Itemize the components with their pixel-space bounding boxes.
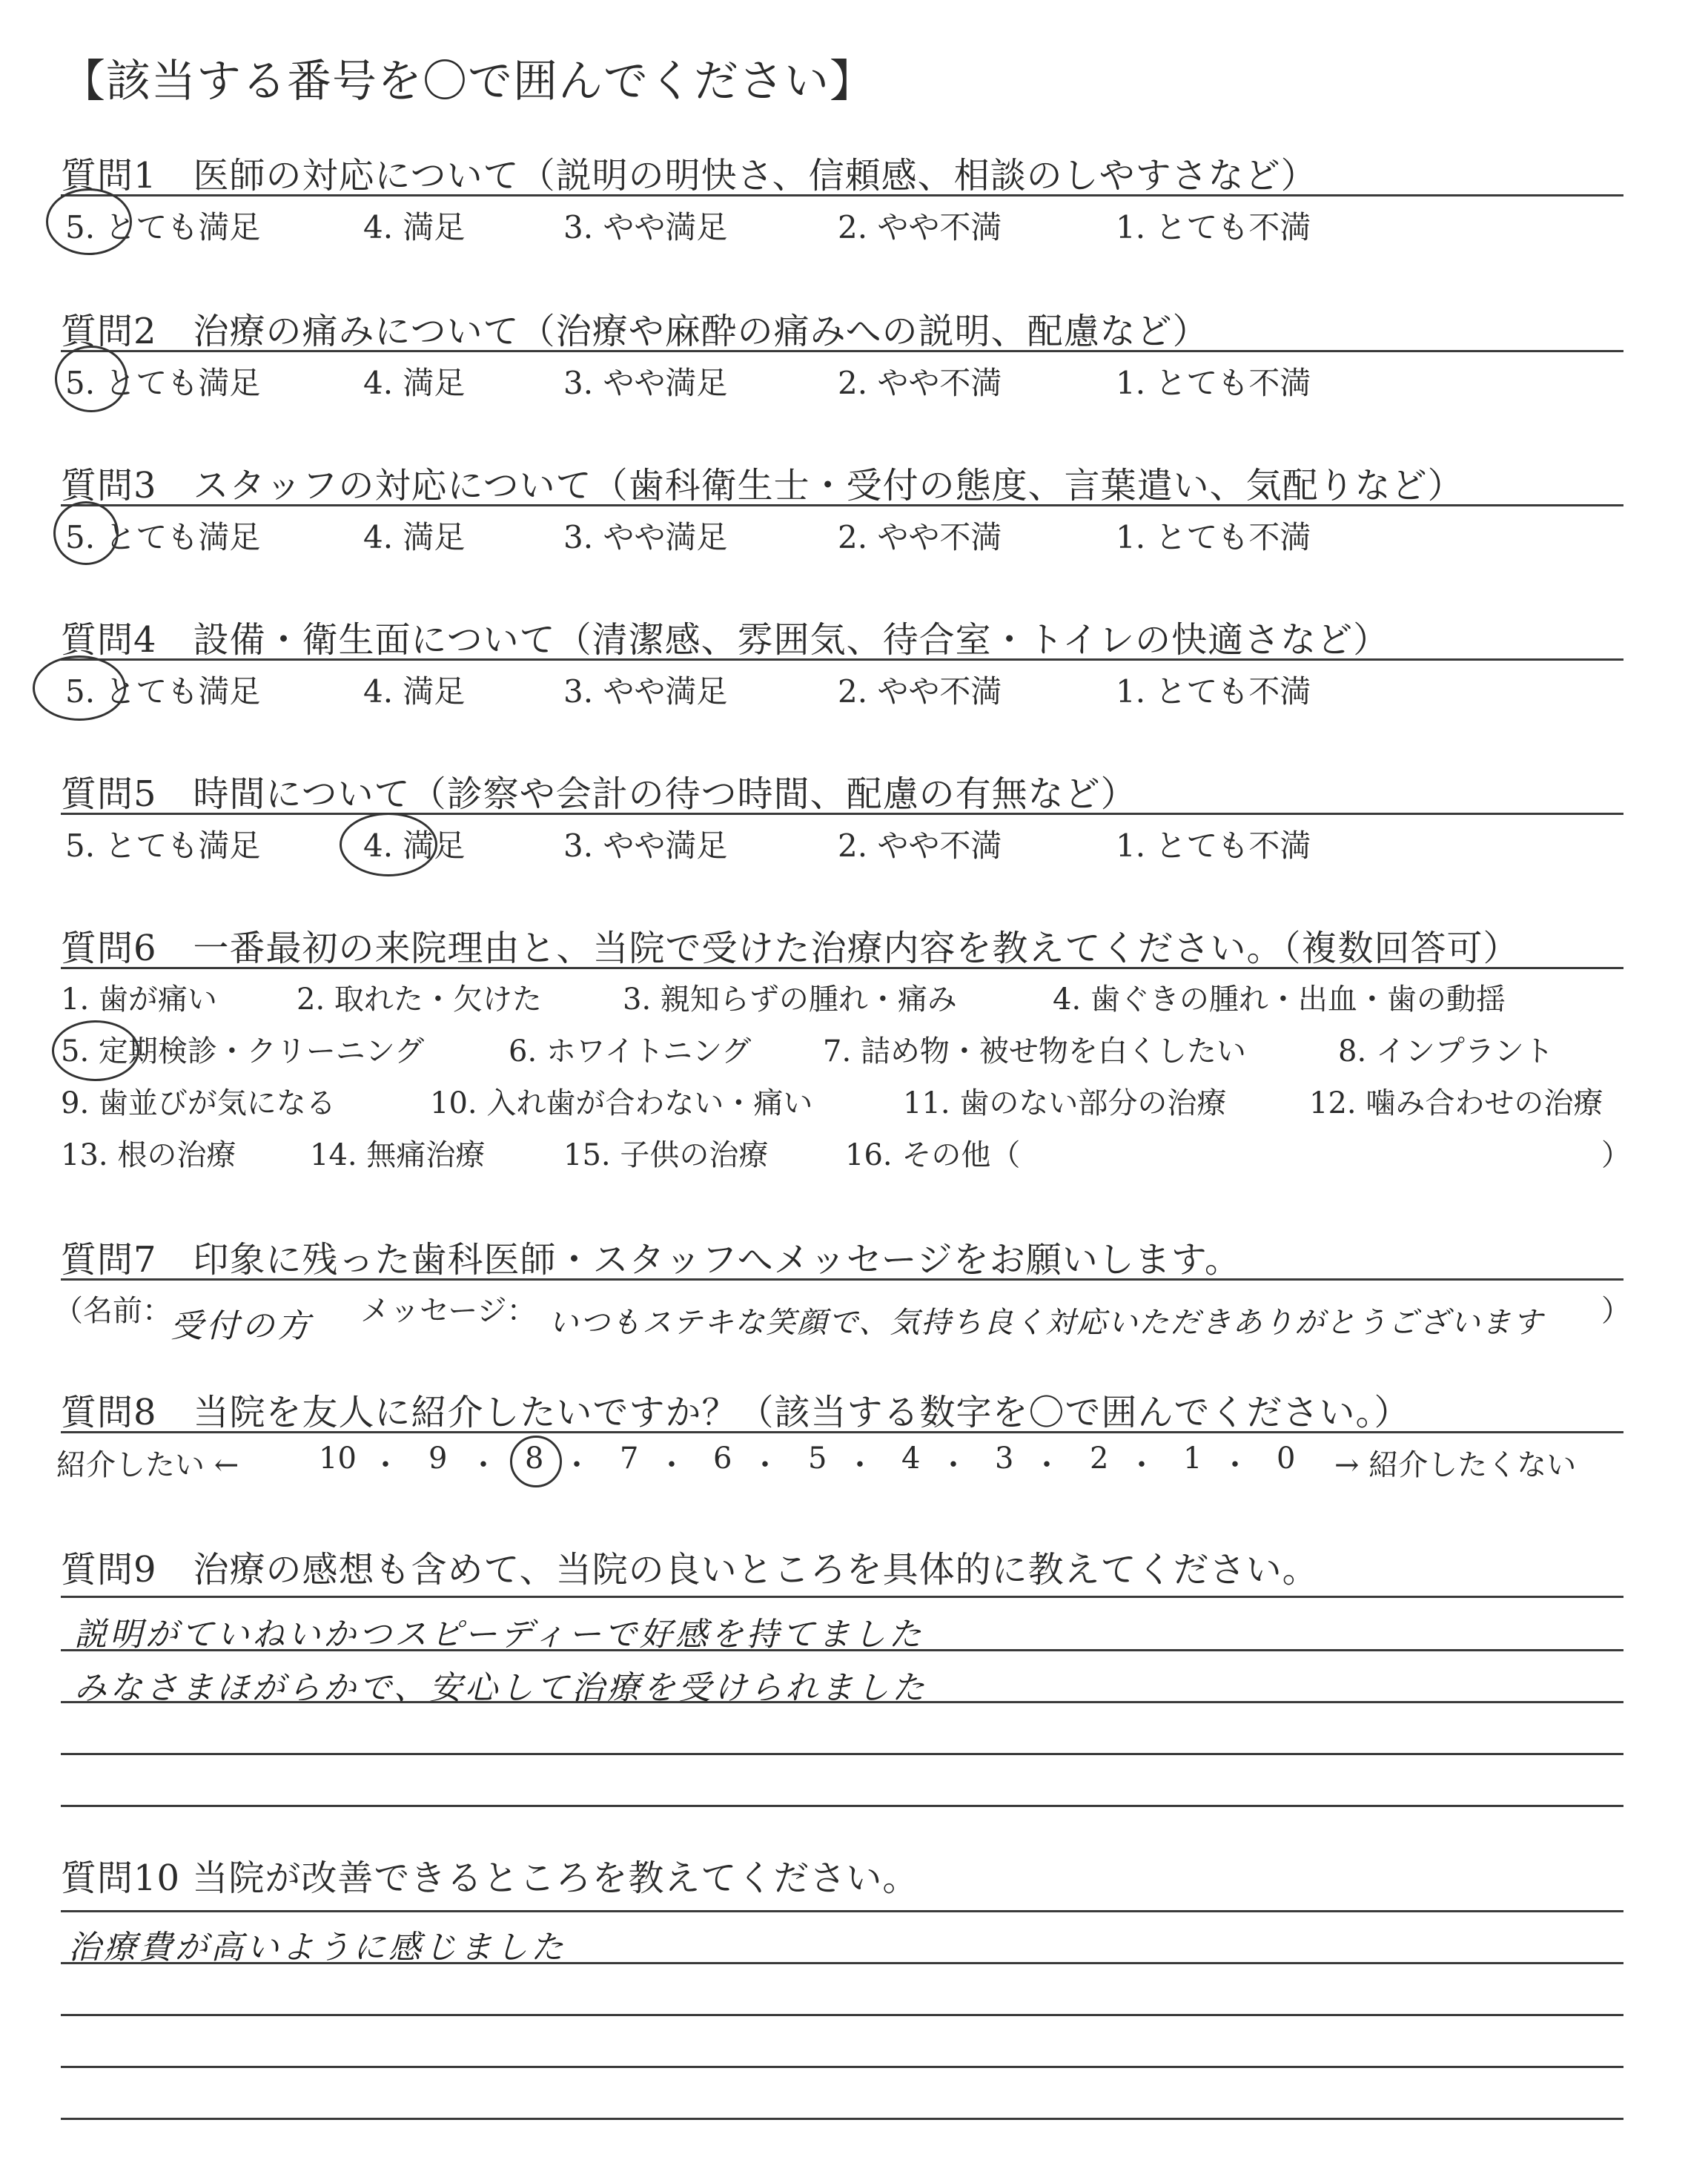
q1-option-4[interactable]: 4. 満足 bbox=[363, 209, 466, 245]
divider bbox=[61, 350, 1623, 352]
q4-option-4[interactable]: 4. 満足 bbox=[363, 673, 466, 710]
divider bbox=[61, 813, 1623, 815]
q8-score-1[interactable]: 1 bbox=[1183, 1441, 1202, 1476]
dot-separator: ・ bbox=[1032, 1448, 1062, 1482]
answer-line bbox=[61, 2066, 1623, 2068]
divider bbox=[61, 1278, 1623, 1281]
q6-other-close: ） bbox=[1601, 1138, 1631, 1172]
answer-line bbox=[61, 1701, 1623, 1703]
question-8: 質問8 当院を友人に紹介したいですか？（該当する数字を〇で囲んでください。） bbox=[61, 1392, 1411, 1433]
q6-option-15[interactable]: 15. 子供の治療 bbox=[563, 1138, 769, 1172]
q3-option-2[interactable]: 2. やや不満 bbox=[838, 519, 1002, 555]
q6-option-4[interactable]: 4. 歯ぐきの腫れ・出血・歯の動揺 bbox=[1053, 982, 1506, 1017]
dot-separator: ・ bbox=[562, 1448, 592, 1482]
q3-option-5[interactable]: 5. とても満足 bbox=[65, 519, 261, 555]
selection-circle bbox=[46, 188, 132, 255]
question-3: 質問3 スタッフの対応について（歯科衛生士・受付の態度、言葉遣い、気配りなど） bbox=[61, 465, 1464, 506]
page-title: 【該当する番号を〇で囲んでください】 bbox=[61, 56, 875, 108]
answer-line bbox=[61, 1753, 1623, 1755]
selection-circle bbox=[340, 813, 437, 876]
q8-score-6[interactable]: 6 bbox=[713, 1441, 732, 1476]
q6-option-16[interactable]: 16. その他（ bbox=[845, 1138, 1021, 1172]
selection-circle bbox=[53, 501, 119, 565]
divider bbox=[61, 967, 1623, 969]
q5-option-2[interactable]: 2. やや不満 bbox=[838, 828, 1002, 864]
answer-line bbox=[61, 2014, 1623, 2016]
q8-score-7[interactable]: 7 bbox=[620, 1441, 639, 1476]
q6-option-11[interactable]: 11. 歯のない部分の治療 bbox=[903, 1086, 1227, 1120]
q8-score-8[interactable]: 8 bbox=[525, 1441, 544, 1476]
q1-option-5[interactable]: 5. とても満足 bbox=[65, 209, 261, 245]
question-5: 質問5 時間について（診察や会計の待つ時間、配慮の有無など） bbox=[61, 773, 1137, 815]
selection-circle bbox=[55, 346, 128, 412]
q6-option-2[interactable]: 2. 取れた・欠けた bbox=[297, 982, 542, 1017]
question-10: 質問10 当院が改善できるところを教えてください。 bbox=[61, 1857, 919, 1899]
q8-score-0[interactable]: 0 bbox=[1277, 1441, 1296, 1476]
divider bbox=[61, 194, 1623, 196]
divider bbox=[61, 658, 1623, 661]
answer-line bbox=[61, 2118, 1623, 2120]
q6-option-9[interactable]: 9. 歯並びが気になる bbox=[61, 1086, 336, 1120]
q1-option-3[interactable]: 3. やや満足 bbox=[563, 209, 728, 245]
answer-line bbox=[61, 1962, 1623, 1964]
q7-name-label: （名前： bbox=[53, 1294, 172, 1328]
q2-option-4[interactable]: 4. 満足 bbox=[363, 365, 466, 401]
q2-option-3[interactable]: 3. やや満足 bbox=[563, 365, 728, 401]
dot-separator: ・ bbox=[939, 1448, 968, 1482]
question-4: 質問4 設備・衛生面について（清潔感、雰囲気、待合室・トイレの快適さなど） bbox=[61, 619, 1390, 661]
question-2: 質問2 治療の痛みについて（治療や麻酔の痛みへの説明、配慮など） bbox=[61, 311, 1209, 352]
q6-option-14[interactable]: 14. 無痛治療 bbox=[310, 1138, 486, 1172]
q5-option-3[interactable]: 3. やや満足 bbox=[563, 828, 728, 864]
dot-separator: ・ bbox=[1220, 1448, 1250, 1482]
q9-answer-line-1[interactable]: 説明がていねいかつスピーディーで好感を持てました bbox=[74, 1616, 924, 1654]
q8-score-3[interactable]: 3 bbox=[995, 1441, 1014, 1476]
selection-circle bbox=[33, 655, 126, 721]
q1-option-1[interactable]: 1. とても不満 bbox=[1116, 209, 1311, 245]
q5-option-5[interactable]: 5. とても満足 bbox=[65, 828, 261, 864]
question-6: 質問6 一番最初の来院理由と、当院で受けた治療内容を教えてください。（複数回答可） bbox=[61, 928, 1520, 969]
q2-option-5[interactable]: 5. とても満足 bbox=[65, 365, 261, 401]
dot-separator: ・ bbox=[1127, 1448, 1156, 1482]
q6-option-12[interactable]: 12. 噛み合わせの治療 bbox=[1309, 1086, 1603, 1120]
answer-line bbox=[61, 1649, 1623, 1651]
q10-answer-line-1[interactable]: 治療費が高いように感じました bbox=[68, 1929, 566, 1966]
divider bbox=[61, 1431, 1623, 1433]
q8-score-10[interactable]: 10 bbox=[319, 1441, 357, 1476]
q7-close: ） bbox=[1601, 1294, 1631, 1328]
q3-option-3[interactable]: 3. やや満足 bbox=[563, 519, 728, 555]
dot-separator: ・ bbox=[371, 1448, 400, 1482]
q4-option-2[interactable]: 2. やや不満 bbox=[838, 673, 1002, 710]
divider bbox=[61, 1596, 1623, 1598]
q4-option-1[interactable]: 1. とても不満 bbox=[1116, 673, 1311, 710]
q8-score-2[interactable]: 2 bbox=[1090, 1441, 1109, 1476]
q7-message-label: メッセージ： bbox=[360, 1294, 537, 1328]
q6-option-6[interactable]: 6. ホワイトニング bbox=[509, 1034, 752, 1069]
q6-option-3[interactable]: 3. 親知らずの腫れ・痛み bbox=[623, 982, 957, 1017]
q6-option-13[interactable]: 13. 根の治療 bbox=[61, 1138, 236, 1172]
q4-option-5[interactable]: 5. とても満足 bbox=[65, 673, 261, 710]
q6-option-1[interactable]: 1. 歯が痛い bbox=[61, 982, 217, 1017]
q5-option-4[interactable]: 4. 満足 bbox=[363, 828, 466, 864]
q8-score-5[interactable]: 5 bbox=[808, 1441, 827, 1476]
selection-circle bbox=[510, 1436, 562, 1487]
q3-option-4[interactable]: 4. 満足 bbox=[363, 519, 466, 555]
divider bbox=[61, 1910, 1623, 1912]
q5-option-1[interactable]: 1. とても不満 bbox=[1116, 828, 1311, 864]
q6-option-10[interactable]: 10. 入れ歯が合わない・痛い bbox=[430, 1086, 813, 1120]
q8-score-4[interactable]: 4 bbox=[901, 1441, 921, 1476]
dot-separator: ・ bbox=[750, 1448, 780, 1482]
q2-option-1[interactable]: 1. とても不満 bbox=[1116, 365, 1311, 401]
dot-separator: ・ bbox=[845, 1448, 875, 1482]
q1-option-2[interactable]: 2. やや不満 bbox=[838, 209, 1002, 245]
q2-option-2[interactable]: 2. やや不満 bbox=[838, 365, 1002, 401]
question-7: 質問7 印象に残った歯科医師・スタッフへメッセージをお願いします。 bbox=[61, 1239, 1241, 1281]
q7-name-value[interactable]: 受付の方 bbox=[171, 1307, 313, 1345]
q8-right-label: → 紹介したくない bbox=[1334, 1448, 1577, 1482]
q6-option-8[interactable]: 8. インプラント bbox=[1338, 1034, 1554, 1069]
q8-left-label: 紹介したい ← bbox=[56, 1448, 239, 1482]
divider bbox=[61, 504, 1623, 506]
q8-score-9[interactable]: 9 bbox=[428, 1441, 448, 1476]
selection-circle bbox=[52, 1020, 139, 1081]
dot-separator: ・ bbox=[469, 1448, 498, 1482]
q6-option-5[interactable]: 5. 定期検診・クリーニング bbox=[61, 1034, 425, 1069]
q3-option-1[interactable]: 1. とても不満 bbox=[1116, 519, 1311, 555]
question-1: 質問1 医師の対応について（説明の明快さ、信頼感、相談のしやすさなど） bbox=[61, 155, 1317, 196]
answer-line bbox=[61, 1805, 1623, 1807]
q6-option-7[interactable]: 7. 詰め物・被せ物を白くしたい bbox=[823, 1034, 1246, 1069]
q4-option-3[interactable]: 3. やや満足 bbox=[563, 673, 728, 710]
q9-answer-line-2[interactable]: みなさまほがらかで、安心して治療を受けられました bbox=[74, 1669, 928, 1707]
q7-message-value[interactable]: いつもステキな笑顔で、気持ち良く対応いただきありがとうございます bbox=[549, 1306, 1544, 1340]
dot-separator: ・ bbox=[657, 1448, 686, 1482]
question-9: 質問9 治療の感想も含めて、当院の良いところを具体的に教えてください。 bbox=[61, 1549, 1319, 1591]
